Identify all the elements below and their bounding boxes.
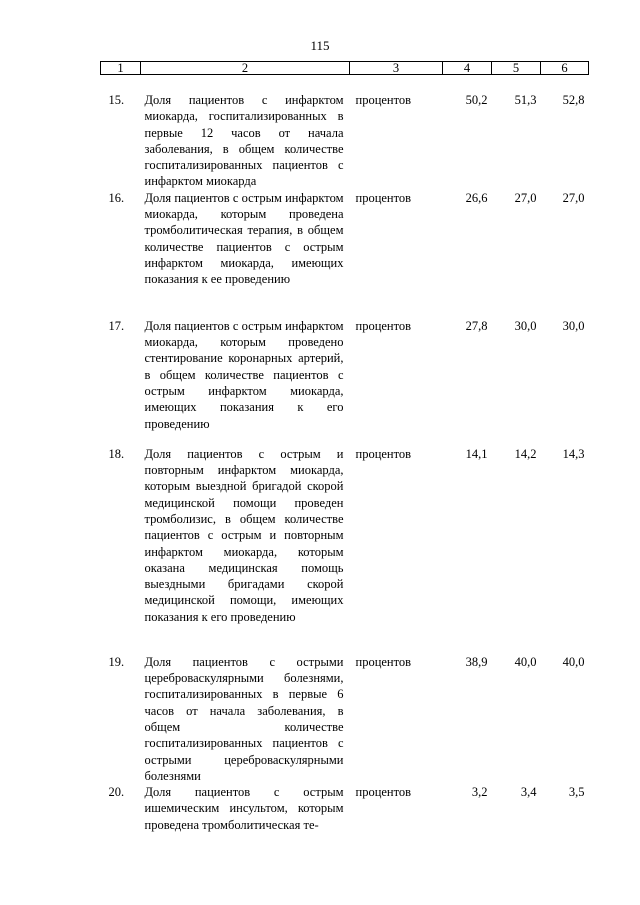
value-col-5: 27,0 — [514, 190, 537, 205]
value-col-5: 14,2 — [514, 446, 537, 461]
unit-cell: процентов — [355, 93, 412, 107]
indicator-text: Доля пациентов с острым инфарктом миокарда, которым проведена тромболитическая терапия, в общем количестве пациентов с острым инфарктом миокарда, имеющих показания к ее проведению — [144, 190, 344, 287]
value-col-6: 30,0 — [562, 318, 585, 333]
table-row — [101, 75, 589, 190]
row-number: 20. — [108, 785, 125, 800]
table-row — [101, 190, 589, 318]
value-col-6: 40,0 — [562, 654, 585, 669]
table-row — [101, 318, 589, 446]
value-col-5: 3,4 — [520, 785, 537, 800]
row-number: 19. — [108, 654, 125, 669]
unit-cell: процентов — [355, 446, 412, 461]
value-col-4: 14,1 — [465, 446, 488, 461]
value-col-6: 14,3 — [562, 446, 585, 461]
indicator-text: Доля пациентов с острыми цереброваскулярными болезнями, госпитализированных в первые 6 часов от начала заболевания, в общем количестве госпитализированных пациентов с острыми цереброваскулярными болезнями — [144, 654, 344, 783]
column-header-2: 2 — [141, 62, 350, 75]
page-number: 115 — [310, 38, 330, 53]
row-number: 16. — [108, 190, 125, 205]
unit-cell: процентов — [355, 785, 412, 800]
row-number: 18. — [108, 446, 125, 461]
value-col-5: 40,0 — [514, 654, 537, 669]
value-col-6: 52,8 — [562, 93, 585, 107]
table-row — [101, 446, 589, 654]
indicator-text: Доля пациентов с острым и повторным инфарктом миокарда, которым выездной бригадой скорой медицинской помощи проведен тромболизис, в общем количестве пациентов с острым и повторным инфарктом миокарда, которым оказана медицинская помощь выездными бригадами скорой медицинской помощи, имеющих показания к его проведению — [144, 446, 344, 624]
unit-cell: процентов — [355, 318, 412, 333]
value-col-5: 51,3 — [514, 93, 537, 107]
value-col-6: 27,0 — [562, 190, 585, 205]
row-number: 17. — [108, 318, 125, 333]
value-col-4: 27,8 — [465, 318, 488, 333]
column-header-5: 5 — [492, 62, 541, 75]
table-row — [101, 654, 589, 784]
indicator-text: Доля пациентов с острым инфарктом миокарда, которым проведено стентирование коронарных артерий, в общем количестве пациентов с острым инфарктом миокарда, имеющих показания к его проведению — [144, 318, 344, 431]
column-header-1: 1 — [101, 62, 141, 75]
value-col-4: 26,6 — [465, 190, 488, 205]
value-col-4: 38,9 — [465, 654, 488, 669]
value-col-6: 3,5 — [568, 785, 585, 800]
column-header-4: 4 — [443, 62, 492, 75]
value-col-5: 30,0 — [514, 318, 537, 333]
row-number: 15. — [108, 93, 125, 107]
indicator-text: Доля пациентов с острым ишемическим инсультом, которым проведена тромболитическая те- — [144, 785, 344, 832]
indicators-table — [100, 61, 589, 844]
unit-cell: процентов — [355, 190, 412, 205]
unit-cell: процентов — [355, 654, 412, 669]
value-col-4: 50,2 — [465, 93, 488, 107]
column-header-3: 3 — [350, 62, 443, 75]
value-col-4: 3,2 — [471, 785, 488, 800]
table-row — [101, 784, 589, 844]
table-header-row — [101, 62, 589, 75]
indicator-text: Доля пациентов с инфарктом миокарда, госпитализированных в первые 12 часов от начала заболевания, в общем количестве госпитализированных пациентов с инфарктом миокарда — [144, 93, 344, 189]
column-header-6: 6 — [541, 62, 589, 75]
